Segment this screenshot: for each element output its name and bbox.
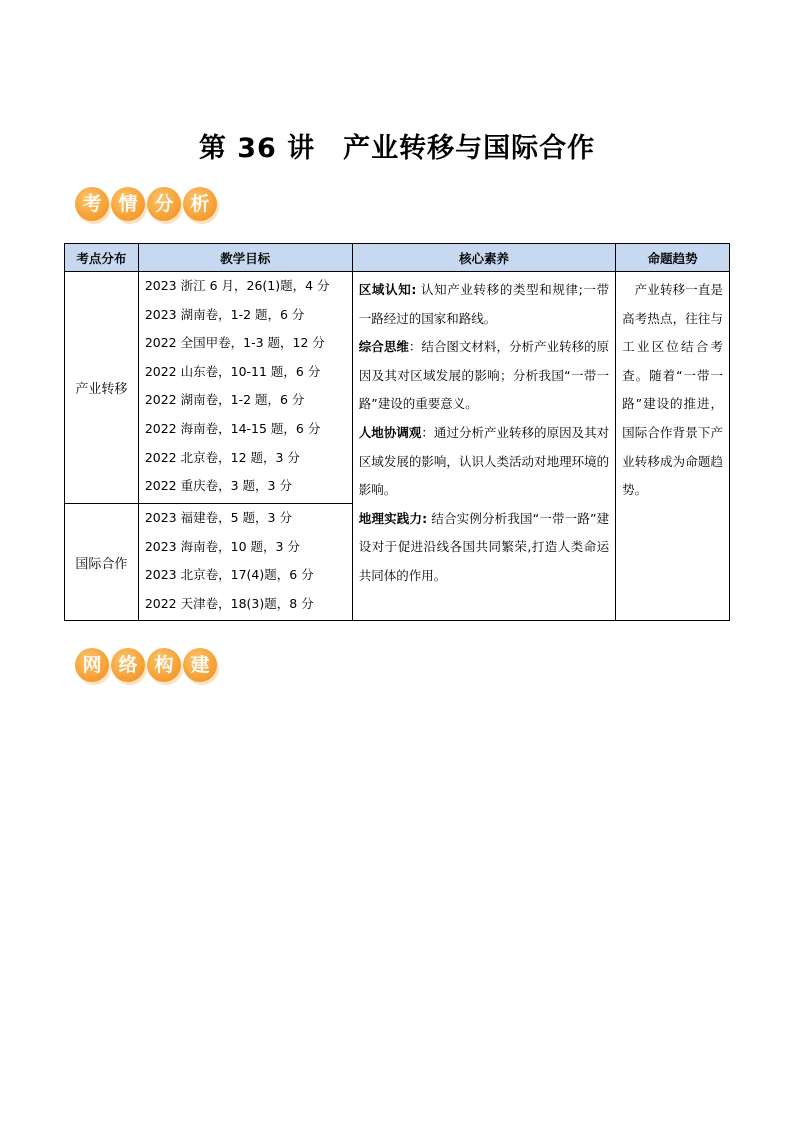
header-goals: 教学目标 [138, 244, 352, 272]
goal-line: 2022 海南卷，14-15 题，6 分 [144, 420, 321, 436]
core-text: 结合实例分析我国“一带一路”建设对于促进沿线各国共同繁荣,打造人类命运共同体的作用。 [358, 510, 610, 583]
goal-line: 2022 湖南卷，1-2 题，6 分 [144, 392, 305, 408]
goals-cooperation-cell [138, 504, 352, 621]
trend-text: 产业转移一直是高考热点，往往与工业区位结合考查。随着“一带一路”建设的推进，国际合作背景下产业转移成为命题趋势。 [622, 282, 723, 498]
badge-char: 网 [75, 648, 109, 682]
core-region [359, 276, 609, 333]
core-literacy-cell [352, 272, 615, 621]
badge-char: 情 [111, 187, 145, 221]
core-label: 人地协调观 [358, 424, 422, 440]
header-core: 核心素养 [352, 244, 615, 272]
badge-char: 析 [183, 187, 217, 221]
topic-industry-transfer: 产业转移 [65, 272, 139, 504]
table-row [65, 272, 730, 504]
section-badge-network [75, 648, 219, 686]
header-trend: 命题趋势 [616, 244, 730, 272]
table-header-row [65, 244, 730, 272]
header-topic: 考点分布 [65, 244, 139, 272]
badge-char: 络 [111, 648, 145, 682]
goal-line: 2022 重庆卷，3 题，3 分 [144, 478, 292, 494]
page-title: 第 36 讲 产业转移与国际合作 [198, 133, 596, 164]
core-label: 综合思维 [358, 339, 409, 355]
goal-line: 2022 北京卷，12 题，3 分 [144, 449, 300, 465]
core-label: 地理实践力: [358, 510, 428, 526]
section-badge-analysis [75, 187, 219, 225]
goal-line: 2023 湖南卷，1-2 题，6 分 [144, 306, 305, 322]
goal-line: 2022 全国甲卷，1-3 题，12 分 [144, 335, 325, 351]
topic-international-cooperation: 国际合作 [65, 504, 139, 621]
badge-char: 分 [147, 187, 181, 221]
core-practice [359, 505, 609, 591]
goal-line: 2023 浙江 6 月，26(1)题，4 分 [144, 278, 330, 293]
trend-cell [616, 272, 730, 621]
core-text: ：通过分析产业转移的原因及其对区域发展的影响，认识人类活动对地理环境的影响。 [358, 424, 610, 498]
badge-char: 考 [75, 187, 109, 221]
core-human-earth [359, 419, 609, 505]
core-text: 认知产业转移的类型和规律;一带一路经过的国家和路线。 [358, 282, 610, 326]
core-text: ：结合图文材料，分析产业转移的原因及其对区域发展的影响；分析我国“一带一路”建设的重要意义。 [358, 339, 610, 412]
badge-char: 建 [183, 648, 217, 682]
badge-char: 构 [147, 648, 181, 682]
core-label: 区域认知: [358, 282, 417, 297]
goal-line: 2023 北京卷，17(4)题，6 分 [144, 567, 314, 583]
goal-line: 2023 海南卷，10 题，3 分 [144, 538, 300, 554]
analysis-table [64, 243, 730, 621]
core-thinking [359, 333, 609, 419]
goal-line: 2022 山东卷，10-11 题，6 分 [144, 363, 321, 379]
goals-industry-cell [138, 272, 352, 504]
goal-line: 2022 天津卷，18(3)题，8 分 [144, 595, 314, 611]
goal-line: 2023 福建卷，5 题，3 分 [144, 510, 292, 525]
